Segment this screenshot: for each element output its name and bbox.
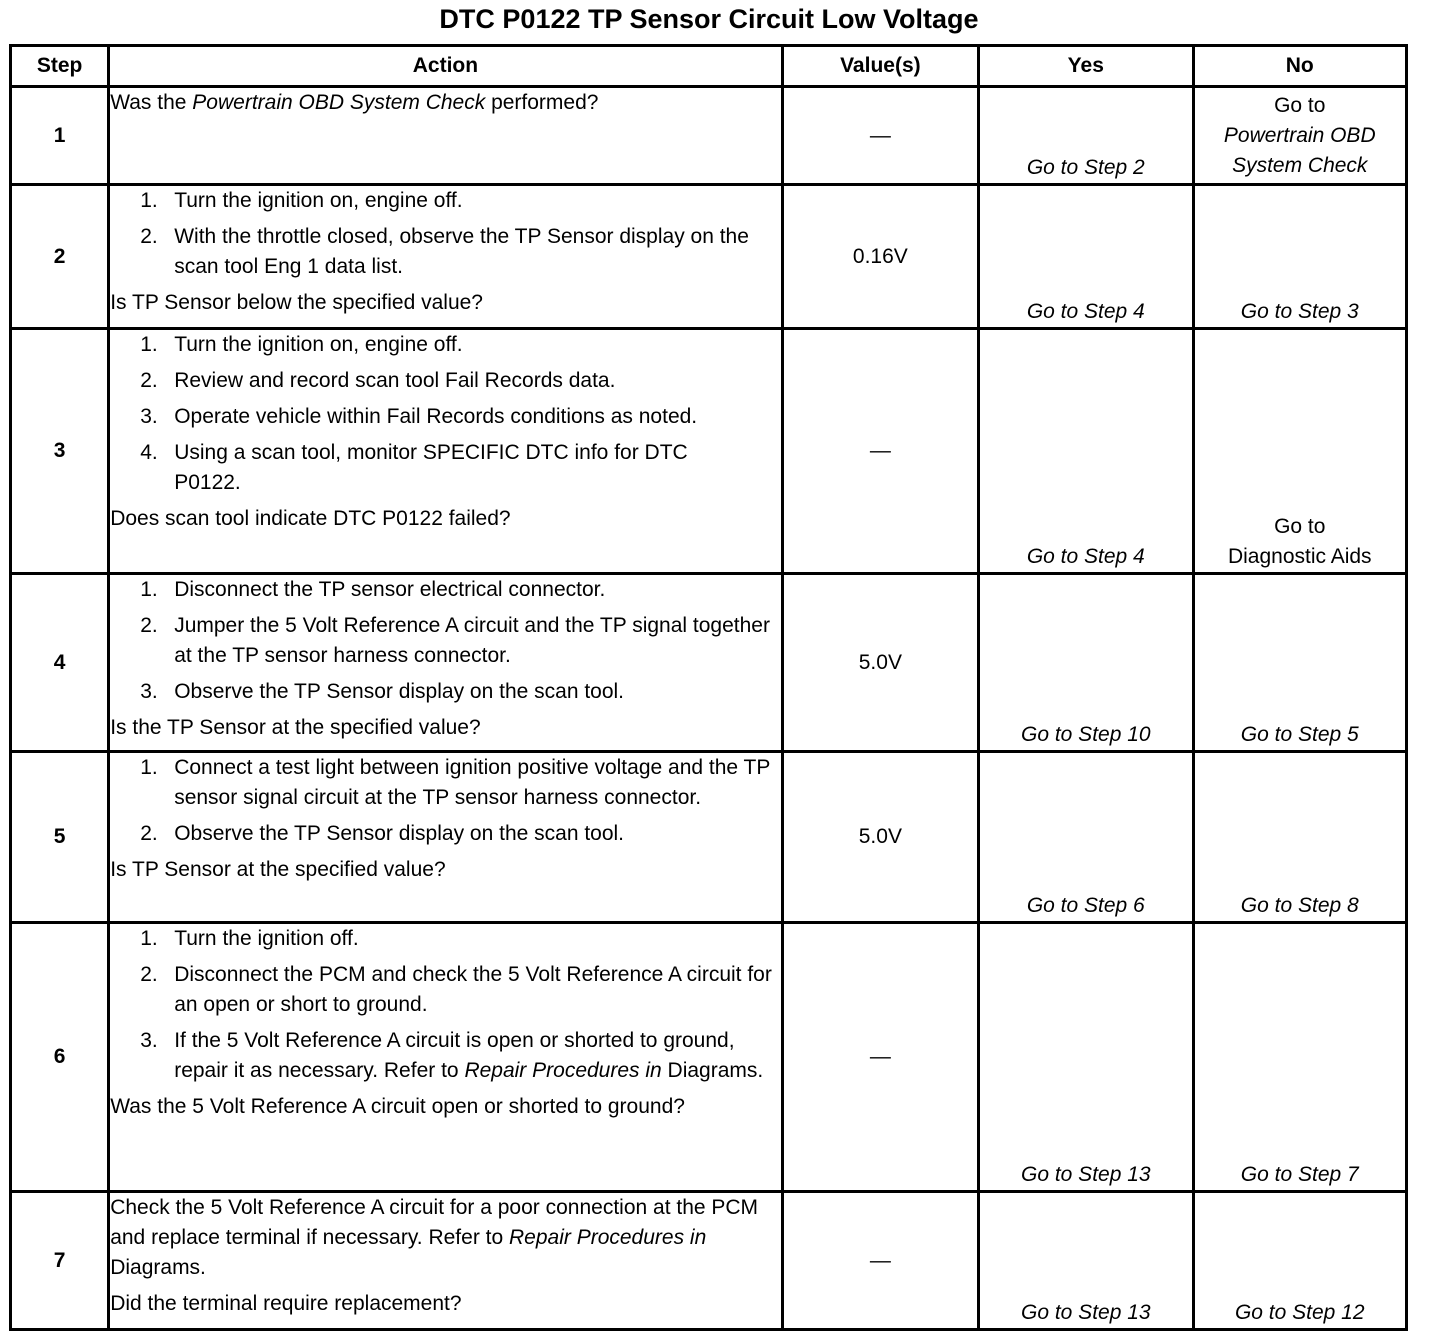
list-item: 1. Connect a test light between ignition positive voltage and the TP sensor signal circuit at the TP sensor harness connector. [140,756,770,809]
action-text: performed? [485,91,599,114]
no-link[interactable] [1193,329,1406,574]
value-cell: — [782,87,978,185]
header-row [11,46,1407,87]
value-cell: 0.16V [782,185,978,329]
step-number: 1 [11,87,109,185]
header-yes: Yes [979,46,1193,87]
action-cell [109,752,782,923]
list-item: 2. Jumper the 5 Volt Reference A circuit and the TP signal together at the TP sensor harness connector. [140,614,770,667]
value-cell: — [782,329,978,574]
action-question: Did the terminal require replacement? [110,1292,462,1315]
list-item: 3. If the 5 Volt Reference A circuit is open or shorted to ground, repair it as necessary. Refer to Repair Procedures in Diagrams. [140,1029,764,1082]
action-cell [109,185,782,329]
list-item: 1. Turn the ignition on, engine off. [140,333,463,356]
action-reference: Repair Procedures in [464,1059,662,1082]
list-item: 1. Disconnect the TP sensor electrical connector. [140,578,606,601]
list-item: 1. Turn the ignition on, engine off. [140,189,463,212]
no-link-line: System Check [1232,153,1368,177]
no-link-line: Powertrain OBD [1223,123,1376,147]
action-question: Is TP Sensor below the specified value? [110,291,483,314]
action-question: Was the 5 Volt Reference A circuit open or shorted to ground? [110,1095,685,1118]
no-link[interactable]: Go to Step 12 [1193,1192,1406,1330]
no-link[interactable]: Go to Step 8 [1193,752,1406,923]
header-action: Action [109,46,782,87]
step-number: 4 [11,574,109,752]
no-link-line: Go to [1274,93,1326,117]
no-link[interactable]: Go to Step 7 [1193,923,1406,1192]
step-number: 5 [11,752,109,923]
action-list [110,186,780,282]
header-values: Value(s) [782,46,978,87]
list-item: 3. Operate vehicle within Fail Records conditions as noted. [140,405,698,428]
step-number: 6 [11,923,109,1192]
action-cell [109,923,782,1192]
value-cell: 5.0V [782,752,978,923]
value-cell: — [782,1192,978,1330]
table-row [11,752,1407,923]
action-list [110,924,780,1086]
list-item: 3. Observe the TP Sensor display on the scan tool. [140,680,625,703]
diagnostic-table [9,44,1408,1331]
action-list [110,753,780,849]
action-question: Is the TP Sensor at the specified value? [110,716,481,739]
value-cell: — [782,923,978,1192]
action-text: Was the [110,91,193,114]
header-no: No [1193,46,1406,87]
no-link-line: Diagnostic Aids [1227,545,1372,568]
table-row [11,923,1407,1192]
action-list [110,330,780,498]
table-row [11,574,1407,752]
action-cell [109,329,782,574]
action-reference: Repair Procedures in [509,1226,707,1249]
step-number: 3 [11,329,109,574]
table-row [11,87,1407,185]
yes-link[interactable]: Go to Step 2 [979,87,1193,185]
action-cell [109,574,782,752]
yes-link[interactable]: Go to Step 4 [979,185,1193,329]
action-paragraph: Check the 5 Volt Reference A circuit for a poor connection at the PCM and replace terminal if necessary. Refer to Repair Procedures in Diagrams. [110,1196,759,1279]
list-item: 4. Using a scan tool, monitor SPECIFIC DTC info for DTC P0122. [140,441,688,494]
table-row [11,1192,1407,1330]
list-item: 2. Observe the TP Sensor display on the scan tool. [140,822,625,845]
header-step: Step [11,46,109,87]
yes-link[interactable]: Go to Step 4 [979,329,1193,574]
list-item: 1. Turn the ignition off. [140,927,359,950]
list-item: 2. Review and record scan tool Fail Records data. [140,369,616,392]
table-row [11,185,1407,329]
action-reference: Powertrain OBD System Check [192,91,486,114]
page-title: DTC P0122 TP Sensor Circuit Low Voltage [439,4,979,34]
yes-link[interactable]: Go to Step 10 [979,574,1193,752]
action-question: Is TP Sensor at the specified value? [110,858,446,881]
no-link[interactable]: Go to Step 3 [1193,185,1406,329]
list-item: 2. With the throttle closed, observe the TP Sensor display on the scan tool Eng 1 data list. [140,225,749,278]
no-link[interactable] [1193,87,1406,185]
no-link-line: Go to [1274,515,1326,538]
yes-link[interactable]: Go to Step 13 [979,1192,1193,1330]
list-item: 2. Disconnect the PCM and check the 5 Volt Reference A circuit for an open or short to ground. [140,963,772,1016]
action-cell [109,87,782,185]
yes-link[interactable]: Go to Step 13 [979,923,1193,1192]
action-list [110,575,780,707]
yes-link[interactable]: Go to Step 6 [979,752,1193,923]
table-row [11,329,1407,574]
action-question: Does scan tool indicate DTC P0122 failed? [110,507,511,530]
no-link[interactable]: Go to Step 5 [1193,574,1406,752]
action-cell [109,1192,782,1330]
step-number: 2 [11,185,109,329]
value-cell: 5.0V [782,574,978,752]
step-number: 7 [11,1192,109,1330]
